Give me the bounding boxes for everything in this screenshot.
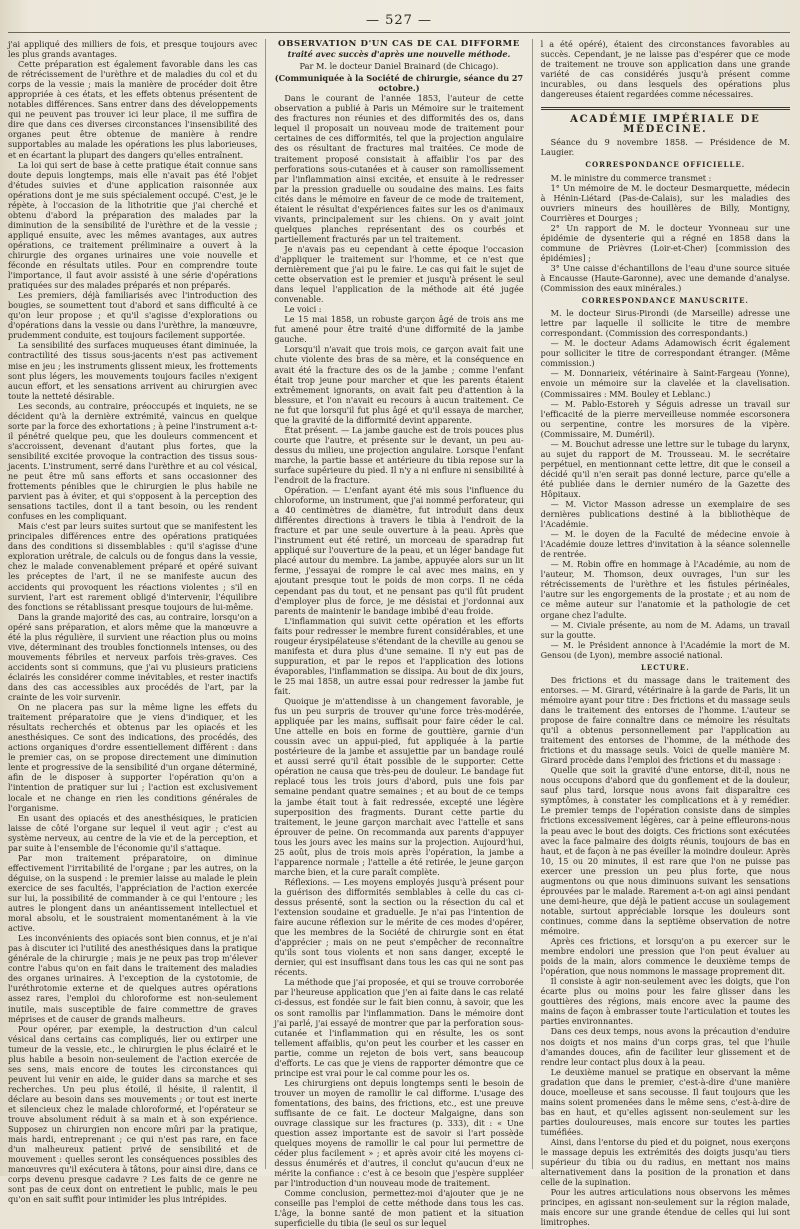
session-line: Séance du 9 novembre 1858. — Présidence de M. Laugier.: [540, 137, 790, 158]
paragraph: Mais c'est par leurs suites surtout que se manifestent les principales différences entre des opérations pratiquées dans des conditions si dissemblables : qu'il s'agisse d'une exploration urétrale, de calculs ou de fongus dans la vessie, chez le malade convenablement préparé et opéré suivant les préceptes de l'art, il ne se manifeste aucun des accidents qui provoquent les réactions violentes ; s'il en survient, l'art est rarement obligé d'intervenir, l'équilibre des fonctions se rétablissant presque toujours de lui-même.: [8, 521, 258, 612]
paragraph: Les premiers, déjà familiarisés avec l'introduction des bougies, se soumettent tout d'abord et sans difficulté à ce qu'on leur propose ; et qu'il s'agisse d'explorations ou d'opérations dans la vessie ou dans l'urèthre, la manœuvre, prudemment conduite, est toujours facilement supportée.: [8, 290, 258, 341]
article-title: OBSERVATION D'UN CAS DE CAL DIFFORME: [278, 39, 520, 49]
paragraph: Il consiste à agir non-seulement avec les doigts, que l'on écarte plus ou moins pour les faire glisser dans les gouttières des régions, mais encore avec la paume des mains de façon à embrasser toute l'articulation et toutes les parties environnantes.: [540, 976, 790, 1027]
paragraph: Je n'avais pas eu cependant à cette époque l'occasion d'appliquer le traitement sur l'homme, et ce n'est que dernièrement que j'ai pu le faire. Le cas qui fait le sujet de cette observation est le premier et jusqu'à présent le seul dans lequel l'application de la méthode ait été jugée convenable.: [274, 243, 524, 305]
section-heading-lecture: LECTURE.: [640, 662, 690, 672]
paragraph: On ne placera pas sur la même ligne les effets du traitement préparatoire que je viens d'indiquer, et les résultats recherchés et obtenus par les opiacés et les anesthésiques. Ce sont des indications, des procédés, des actions organiques d'ordre essentiellement différent : dans le premier cas, on se propose directement une diminution lente et progressive de la sensibilité d'un organe déterminé, afin de le disposer à supporter l'opération qu'on a l'intention de pratiquer sur lui ; l'action est exclusivement locale et ne change en rien les conditions générales de l'organisme.: [8, 702, 258, 813]
paragraph: Dans ces deux temps, nous avons la précaution d'enduire nos doigts et nos mains d'un corps gras, tel que l'huile d'amandes douces, afin de faciliter leur glissement et de rendre leur contact plus doux à la peau.: [540, 1026, 790, 1067]
column-middle: [265, 39, 524, 1229]
paragraph: Des frictions et du massage dans le traitement des entorses. — M. Girard, vétérinaire à la garde de Paris, lit un mémoire ayant pour titre : Des frictions et du massage seuls dans le traitement des entorses de l'homme. L'auteur se propose de faire connaître dans ce mémoire les résultats qu'il a obtenus personnellement par l'application au traitement des entorses de l'homme, de la méthode des frictions et du massage seuls. Voici de quelle manière M. Girard procède dans l'emploi des frictions et du massage :: [540, 674, 790, 766]
paragraph: — M. le Président annonce à l'Académie la mort de M. Gensou (de Lyon), membre associé national.: [540, 639, 790, 660]
paragraph: Par mon traitement préparatoire, on diminue effectivement l'irritabilité de l'organe ; par les autres, on la déguise, on la suspend : le premier laisse au malade le plein exercice de ses facultés, l'appréciation de l'action exercée sur lui, la possibilité de commander à ce qui l'entoure ; les autres le plongent dans un anéantissement intellectuel et moral absolu, et le soustraient momentanément à la vie active.: [8, 852, 258, 934]
paragraph: Le 15 mai 1858, un robuste garçon âgé de trois ans me fut amené pour être traité d'une difformité de la jambe gauche.: [274, 314, 524, 345]
page-number: — 527 —: [365, 12, 433, 28]
paragraph: l a été opéré), étaient des circonstances favorables au succès. Cependant, je ne laisse pas d'espérer que ce mode de traitement ne trouve son application dans une grande variété de cas considérés jusqu'à présent comme incurables, ou dans lesquels des opérations plus dangereuses étaient regardées comme nécessaires.: [540, 39, 790, 100]
paragraph: Opération. — L'enfant ayant été mis sous l'influence du chloroforme, un instrument, que j'ai nommé perforateur, qui a 40 centimètres de diamètre, fut introduit dans deux différentes directions à travers le tibia à l'endroit de la fracture et par une seule ouverture à la peau. Après que l'instrument eut été retiré, un morceau de sparadrap fut appliqué sur l'ouverture de la peau, et un léger bandage fut placé autour du membre. La jambe, appuyée alors sur un lit ferme, j'essayai de rompre le cal avec mes mains, en y ajoutant presque tout le poids de mon corps. Il ne céda cependant pas du tout, et ne pensant pas qu'il fût prudent d'employer plus de force, je me désistai et j'ordonnai aux parents de maintenir le bandage imbibé d'eau froide.: [274, 485, 524, 616]
paragraph: — M. le docteur Adams Adamowisch écrit également pour solliciter le titre de correspondant étranger. (Même commission.): [540, 338, 790, 369]
paragraph: Comme conclusion, permettez-moi d'ajouter que je ne conseille pas l'emploi de cette méthode dans tous les cas. L'âge, la bonne santé de mon patient et la situation superficielle du tibia (le seul os sur lequel: [274, 1188, 524, 1229]
paragraph: En usant des opiacés et des anesthésiques, le praticien laisse de côté l'organe sur lequel il veut agir ; c'est au système nerveux, au centre de la vie et de la perception, et par suite à l'ensemble de l'économie qu'il s'attaque.: [8, 812, 258, 853]
paragraph: M. le ministre du commerce transmet :: [550, 172, 712, 183]
paragraph: Après ces frictions, et lorsqu'on a pu exercer sur le membre endolori une pression que l'on peut évaluer au poids de la main, alors commence le deuxième temps de l'opération, que nous nommons le massage proprement dit.: [540, 936, 790, 977]
paragraph: 3° Une caisse d'échantillons de l'eau d'une source située à Encausse (Haute-Garonne), avec une demande d'analyse. (Commission des eaux minérales.): [540, 262, 790, 294]
paragraph: Quelle que soit la gravité d'une entorse, dit-il, nous ne nous occupons d'abord que du gonflement et de la douleur, sauf plus tard, lorsque nous avons fait disparaître ces symptômes, à constater les complications et à y remédier. Le premier temps de l'opération consiste dans de simples frictions excessivement légères, car à peine effleurons-nous la peau avec le bout des doigts. Ces frictions sont exécutées avec la face palmaire des doigts réunis, toujours de bas en haut, et de façon à ne pas éveiller la moindre douleur. Après 10, 15 ou 20 minutes, il est rare que l'on ne puisse pas exercer une pression un peu plus forte, que nous augmentons ou que nous diminuons suivant les sensations éprouvées par le malade. Rarement a-t-on agi ainsi pendant une demi-heure, que déjà le patient accuse un soulagement notable, surtout appréciable lorsque les douleurs sont continues, comme dans la septième observation de notre mémoire.: [540, 765, 790, 936]
paragraph: L'inflammation qui suivit cette opération et les efforts faits pour redresser le membre furent considérables, et une rougeur érysipélateuse s'étendant de la cheville au genou se manifesta et dura plus d'une semaine. Il n'y eut pas de suppuration, et par le repos et l'application des lotions évaporables, l'inflammation se dissipa. Au bout de dix jours, le 25 mai 1858, un autre essai pour redresser la jambe fut fait.: [274, 615, 524, 696]
paragraph: Le deuxième manuel se pratique en observant la même gradation que dans le premier, c'est-à-dire d'une manière douce, moelleuse et sans secousse. Il faut toujours que les mains soient promenées dans le même sens, c'est-à-dire de bas en haut, et qu'elles agissent non-seulement sur les parties douloureuses, mais encore sur toutes les parties tuméfiées.: [540, 1066, 790, 1137]
article-author: Par M. le docteur Daniel Brainard (de Chicago).: [299, 61, 499, 72]
paragraph: — M. Bouchut adresse une lettre sur le tubage du larynx, au sujet du rapport de M. Trousseau. M. le secrétaire perpétuel, en mentionnant cette lettre, dit que le conseil a décidé qu'il n'en serait pas donné lecture, parce qu'elle a été publiée dans le dernier numéro de la Gazette des Hôpitaux.: [540, 438, 790, 499]
paragraph: — M. le doyen de la Faculté de médecine envoie à l'Académie douze lettres d'invitation à la séance solennelle de rentrée.: [540, 529, 790, 560]
paragraph: — M. Donnarieix, vétérinaire à Saint-Fargeau (Yonne), envoie un mémoire sur la clavelée et la clavelisation. (Commissaires : MM. Bouley et Leblanc.): [540, 368, 790, 399]
paragraph: Lorsqu'il n'avait que trois mois, ce garçon avait fait une chute violente des bras de sa mère, et la conséquence en avait été la fracture des os de la jambe ; comme l'enfant était trop jeune pour marcher et que les parents étaient extrêmement ignorants, on avait fait peu d'attention à la blessure, et l'on n'avait eu recours à aucun traitement. Ce ne fut que lorsqu'il fut plus âgé et qu'il essaya de marcher, que la gravité de la difformité devint apparente.: [274, 344, 524, 425]
column-left: [8, 39, 258, 1205]
page-header: [8, 8, 790, 33]
paragraph: Dans le courant de l'année 1853, l'auteur de cette observation a publié à Paris un Mémoire sur le traitement des fractures non réunies et des difformités des os, dans lequel il proposait un nouveau mode de traitement pour certaines de ces difformités, tel que la projection angulaire des os résultant de fractures mal traitées. Ce mode de traitement proposé consistait à affaiblir l'os par des perforations sous-cutanées et à causer son ramollissement par l'inflammation ainsi excitée, et ensuite à le redresser par la pression graduelle ou soudaine des mains. Les faits cités dans le mémoire en faveur de ce mode de traitement, étaient le résultat d'expériences faites sur les os d'animaux vivants, principalement sur les chiens. On y avait joint quelques planches représentant des os courbés et partiellement fracturés par un tel traitement.: [274, 93, 524, 244]
paragraph: État présent. — La jambe gauche est de trois pouces plus courte que l'autre, et présente sur le devant, un peu au-dessus du milieu, une projection angulaire. Lorsque l'enfant marche, la partie basse et antérieure du tibia repose sur la surface supérieure du pied. Il n'y a ni enflure ni sensibilité à l'endroit de la fracture.: [274, 424, 524, 486]
paragraph: Les seconds, au contraire, préoccupés et inquiets, ne se décident qu'à la dernière extrémité, vaincus en quelque sorte par la force des exhortations ; à peine l'instrument a-t-il pénétré quelque peu, que les douleurs commencent et s'accroissent, devenant d'autant plus fortes, que la sensibilité excitée provoque la contraction des tissus sous-jacents. L'instrument, serré dans l'urèthre et au col vésical, ne peut être mû sans efforts et sans occasionner des frottements pénibles que le chirurgien le plus habile ne parvient pas à éviter, et qui s'opposent à la perception des sensations tactiles, dont il a tant besoin, ou les rendent confuses en les compliquant.: [8, 400, 258, 522]
article-source: (Communiquée à la Société de chirurgie, séance du 27 octobre.): [274, 73, 524, 94]
paragraph: La sensibilité des surfaces muqueuses étant diminuée, la contractilité des tissus sous-jacents n'est pas activement mise en jeu ; les instruments glissent mieux, les frottements sont plus légers, les mouvements toujours faciles n'exigent aucun effort, et les sensations arrivent au chirurgien avec toute la netteté désirable.: [8, 340, 258, 401]
columns: [8, 39, 790, 1229]
paragraph: — M. Civiale présente, au nom de M. Adams, un travail sur la goutte.: [540, 619, 790, 640]
paragraph: 2° Un rapport de M. le docteur Yvonneau sur une épidémie de dysenterie qui a régné en 1858 dans la commune de Prièvres (Loir-et-Cher) [commission des épidémies] ;: [540, 222, 790, 263]
paragraph: — M. Pablo-Estoreh y Séguis adresse un travail sur l'efficacité de la pierre merveilleuse nommée escorsonera ou serpentine, contre les morsures de la vipère. (Commissaire, M. Duméril).: [540, 398, 790, 439]
section-divider: [541, 107, 790, 110]
paragraph: 1° Un mémoire de M. le docteur Desmarquette, médecin à Hénin-Liétard (Pas-de-Calais), sur les maladies des ouvriers mineurs des houillères de Billy, Montigny, Courrières et Dourges ;: [540, 182, 790, 223]
paragraph: M. le docteur Sirus-Pirondi (de Marseille) adresse une lettre par laquelle il sollicite le titre de membre correspondant. (Commission des correspondants.): [540, 308, 790, 339]
paragraph: Le voici :: [284, 304, 322, 315]
paragraph: — M. Robin offre en hommage à l'Académie, au nom de l'auteur, M. Thomson, deux ouvrages, l'un sur les rétrécissements de l'urèthre et les fistules périnéales, l'autre sur les engorgements de la prostate ; et au nom de ce même auteur sur l'anatomie et la pathologie de cet organe chez l'adulte.: [540, 559, 790, 620]
section-heading-manuscript: CORRESPONDANCE MANUSCRITE.: [581, 296, 749, 306]
paragraph: Les chirurgiens ont depuis longtemps senti le besoin de trouver un moyen de ramollir le cal difforme. L'usage des fomentations, des bains, des frictions, etc., est une preuve suffisante de ce fait. Le docteur Malgaigne, dans son ouvrage classique sur les fractures (p. 333), dit : « Une question assez importante est de savoir si l'art possède quelques moyens de ramollir le cal pour lui permettre de céder plus facilement » ; et après avoir cité les moyens ci-dessus énumérés et d'autres, il conclut qu'aucun d'eux ne mérite la confiance : c'est à ce besoin que j'espère suppléer par l'introduction d'un nouveau mode de traitement.: [274, 1077, 524, 1189]
paragraph: — M. Victor Masson adresse un exemplaire de ses dernières publications destiné à la bibliothèque de l'Académie.: [540, 499, 790, 530]
article-subtitle: traité avec succès d'après une nouvelle méthode.: [287, 49, 511, 60]
paragraph: Dans la grande majorité des cas, au contraire, lorsqu'on a opéré sans préparation, et alors même que la manœuvre a été la plus régulière, il survient une réaction plus ou moins vive, déterminant des troubles fonctionnels intenses, ou des mouvements fébriles et nerveux parfois très-graves. Ces accidents sont si communs, que j'ai vu plusieurs praticiens éclairés les considérer comme inévitables, et rester inactifs dans des cas accessibles aux procédés de l'art, par la crainte de les voir survenir.: [8, 611, 258, 703]
paragraph: j'ai appliqué des milliers de fois, et presque toujours avec les plus grands avantages.: [8, 39, 258, 60]
paragraph: Cette préparation est également favorable dans les cas de rétrécissement de l'urèthre et de maladies du col et du corps de la vessie ; mais la manière de procéder doit être appropriée à ces états, et les effets obtenus présentent de notables différences. Sans entrer dans des développements qui ne peuvent pas trouver ici leur place, il me suffira de dire que dans ces diverses circonstances l'insensibilité des organes peut être obtenue de manière à rendre supportables au malade les opérations les plus laborieuses, et en écartant la plupart des dangers qu'elles entraînent.: [8, 59, 258, 160]
paragraph: La méthode que j'ai proposée, et qui se trouve corroborée par l'heureuse application que j'en ai faite dans le cas relaté ci-dessus, est fondée sur le fait bien connu, à savoir, que les os sont ramollis par l'inflammation. Dans le mémoire dont j'ai parlé, j'ai essayé de montrer que par la perforation sous-cutanée et l'inflammation qui en résulte, les os sont tellement affaiblis, qu'on peut les courber et les casser en partie, comme un rejeton de bois vert, sans beaucoup d'efforts. Le cas que je viens de rapporter démontre que ce principe est vrai pour le cal comme pour les os.: [274, 977, 524, 1078]
paragraph: Ainsi, dans l'entorse du pied et du poignet, nous exerçons le massage depuis les extrémités des doigts jusqu'au tiers supérieur du tibia ou du radius, en mettant nos mains alternativement dans la position de la pronation et dans celle de la supination.: [540, 1136, 790, 1188]
academy-heading: ACADÉMIE IMPÉRIALE DE MÉDECINE.: [570, 114, 761, 136]
paragraph: Quoique je m'attendisse à un changement favorable, je fus un peu surpris de trouver qu'une force très-modérée, appliquée par les mains, suffisait pour faire céder le cal. Une attelle en bois en forme de gouttière, garnie d'un coussin avec un appui-pied, fut appliquée à la partie postérieure de la jambe et assujettie par un bandage roulé et aussi serré qu'il était possible de le supporter. Cette opération ne causa que très-peu de douleur. Le bandage fut replacé tous les trois jours d'abord, puis une fois par semaine pendant quatre semaines ; et au bout de ce temps la jambe était tout à fait redressée, excepté une légère superposition des fragments. Durant cette partie du traitement, le jeune garçon marchait avec l'attelle et sans éprouver de peine. On recommanda aux parents d'appuyer tous les jours avec les mains sur la projection. Aujourd'hui, 25 août, plus de trois mois après l'opération, la jambe a l'apparence normale ; l'attelle a été retirée, le jeune garçon marche bien, et la cure paraît complète.: [274, 696, 524, 877]
column-right: [532, 39, 790, 1228]
section-heading-official: CORRESPONDANCE OFFICIELLE.: [585, 160, 746, 170]
paragraph: Réflexions. — Les moyens employés jusqu'à présent pour la guérison des difformités semblables à celle du cas ci-dessus présenté, sont la section ou la résection du cal et l'extension soudaine et graduelle. Je n'ai pas l'intention de faire aucune réflexion sur le mérite de ces modes d'opérer, que les membres de la Société de chirurgie sont en état d'apprécier ; mais on ne peut s'empêcher de reconnaître qu'ils sont tous violents et non sans danger, excepté le dernier, qui est insuffisant dans tous les cas qui ne sont pas récents.: [274, 876, 524, 978]
paragraph: Les inconvénients des opiacés sont bien connus, et je n'ai pas à discuter ici l'utilité des anesthésiques dans la pratique générale de la chirurgie ; mais je ne peux pas trop m'élever contre l'abus qu'on en fait dans le traitement des maladies des organes urinaires. À l'exception de la cystotomie, de l'uréthrotomie externe et de quelques autres opérations assez rares, l'emploi du chloroforme est non-seulement inutile, mais susceptible de faire commettre de graves méprises et de causer de grands malheurs.: [8, 933, 258, 1024]
paragraph: Pour opérer, par exemple, la destruction d'un calcul vésical dans certains cas compliqués, lier ou extirper une tumeur de la vessie, etc., le chirurgien le plus éclairé et le plus habile a besoin non-seulement de l'action exercée de ses sens, mais encore de toutes les circonstances qui peuvent lui venir en aide, le guider dans sa marche et ses recherches. Un peu plus étoilé, il hésite, il ralentit, il déclare au besoin dans ses mouvements ; or tout est inerte et silencieux chez le malade chloroformé, et l'opérateur se trouve absolument réduit à sa main et à son expérience. Supposez un chirurgien non encore mûri par la pratique, mais hardi, entreprenant ; ce qui n'est pas rare, en face d'un malheureux patient privé de sensibilité et de mouvement : quelles seront les conséquences possibles des manœuvres qu'il exécutera à tâtons, pour ainsi dire, dans ce corps devenu presque cadavre ? Les faits de ce genre ne sont pas de ceux dont on entretient le public, mais le peu qu'on en sait suffit pour intimider les plus intrépides.: [8, 1023, 258, 1205]
paragraph: Pour les autres articulations nous observons les mêmes principes, en agissant non-seulement sur la région malade, mais encore sur une grande étendue de celles qui lui sont limitrophes.: [540, 1187, 790, 1228]
paragraph: La loi qui sert de base à cette pratique était connue sans doute depuis longtemps, mais elle n'avait pas été l'objet d'études suivies et d'une application raisonnée aux opérations dont je me suis spécialement occupé. C'est, je le répète, à l'occasion de la lithotritie que j'ai cherché et obtenu d'abord la préparation des malades par la diminution de la sensibilité de l'urèthre et de la vessie ; appliqué ensuite, avec les mêmes avantages, aux autres opérations, ce traitement préliminaire a ouvert à la chirurgie des organes urinaires une voie nouvelle et féconde en résultats utiles. Pour en comprendre toute l'importance, il faut avoir assisté à une série d'opérations pratiquées sur des malades préparés et non préparés.: [8, 159, 258, 291]
